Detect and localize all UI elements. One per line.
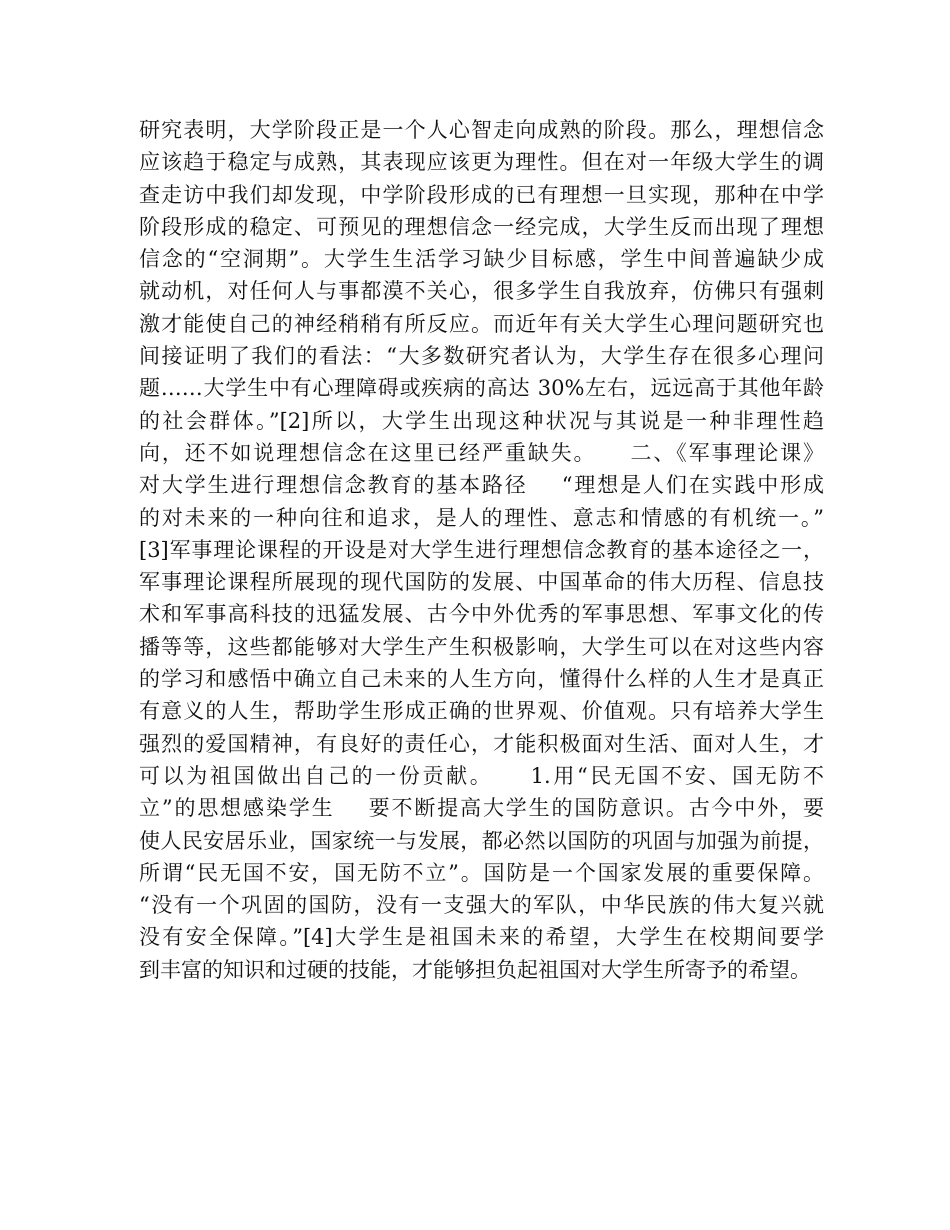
text-line: 术和军事高科技的迅猛发展、古今中外优秀的军事思想、军事文化的传 (139, 602, 824, 627)
text-line: 查走访中我们却发现，中学阶段形成的已有理想一旦实现，那种在中学 (139, 182, 824, 207)
text-line: 应该趋于稳定与成熟，其表现应该更为理性。但在对一年级大学生的调 (139, 150, 824, 175)
text-line: 激才能使自己的神经稍稍有所反应。而近年有关大学生心理问题研究也 (139, 311, 824, 336)
text-line: 阶段形成的稳定、可预见的理想信念一经完成，大学生反而出现了理想 (139, 214, 824, 239)
text-line: “没有一个巩固的国防，没有一支强大的军队，中华民族的伟大复兴就 (139, 893, 824, 918)
text-line: 有意义的人生，帮助学生形成正确的世界观、价值观。只有培养大学生 (139, 699, 824, 724)
text-line: 到丰富的知识和过硬的技能，才能够担负起祖国对大学生所寄予的希望。 (139, 957, 811, 982)
text-line: 间接证明了我们的看法：“大多数研究者认为，大学生存在很多心理问 (139, 344, 824, 369)
text-line: 信念的“空洞期”。大学生生活学习缺少目标感，学生中间普遍缺少成 (139, 247, 824, 272)
text-line: 军事理论课程所展现的现代国防的发展、中国革命的伟大历程、信息技 (139, 570, 824, 595)
text-line: 使人民安居乐业，国家统一与发展，都必然以国防的巩固与加强为前提， (139, 828, 824, 853)
text-line: 研究表明，大学阶段正是一个人心智走向成熟的阶段。那么，理想信念 (139, 118, 824, 142)
text-line: 的对未来的一种向往和追求，是人的理性、意志和情感的有机统一。” (139, 505, 824, 530)
text-line: 的学习和感悟中确立自己未来的人生方向，懂得什么样的人生才是真正 (139, 667, 824, 692)
text-line: 播等等，这些都能够对大学生产生积极影响，大学生可以在对这些内容 (139, 634, 824, 659)
text-line: 没有安全保障。”[4]大学生是祖国未来的希望，大学生在校期间要学 (139, 925, 824, 950)
text-line: [3]军事理论课程的开设是对大学生进行理想信念教育的基本途径之一， (139, 537, 824, 562)
text-line: 就动机，对任何人与事都漠不关心，很多学生自我放弃，仿佛只有强刺 (139, 279, 824, 304)
text-line: 题……大学生中有心理障碍或疾病的高达 30%左右，远远高于其他年龄 (139, 376, 824, 401)
text-line: 强烈的爱国精神，有良好的责任心，才能积极面对生活、面对人生，才 (139, 731, 824, 756)
text-line: 向，还不如说理想信念在这里已经严重缺失。 二、《军事理论课》 (139, 440, 824, 465)
text-line: 的社会群体。”[2]所以，大学生出现这种状况与其说是一种非理性趋 (139, 408, 824, 433)
text-line: 可以为祖国做出自己的一份贡献。 1.用“民无国不安、国无防不 (139, 763, 824, 788)
text-line: 对大学生进行理想信念教育的基本路径 “理想是人们在实践中形成 (139, 473, 824, 498)
text-line: 立”的思想感染学生 要不断提高大学生的国防意识。古今中外，要 (139, 796, 824, 821)
text-line: 所谓“民无国不安，国无防不立”。国防是一个国家发展的重要保障。 (139, 860, 824, 885)
body-text (139, 114, 824, 986)
